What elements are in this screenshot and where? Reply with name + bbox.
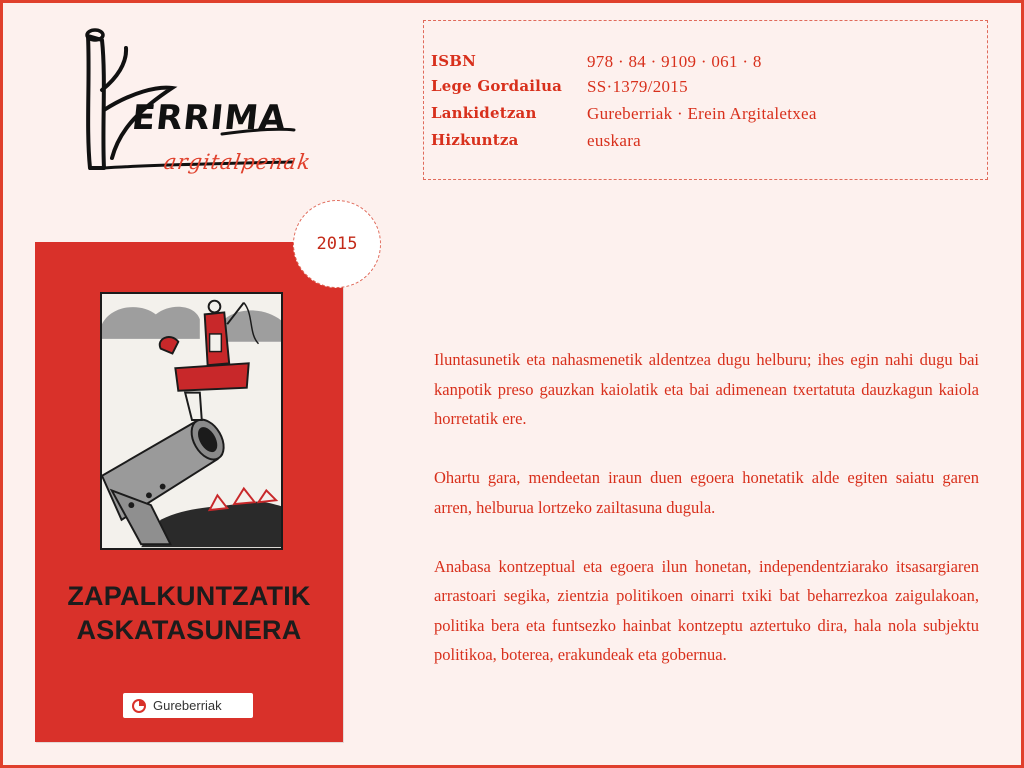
info-row-isbn — [431, 52, 981, 74]
description-paragraph: Ohartu gara, mendeetan iraun duen egoera honetatik alde egiten saiatu garen arren, helburua lortzeko zailtasuna dugula. — [434, 468, 979, 517]
info-row-language — [431, 131, 981, 153]
info-value: euskara — [587, 131, 642, 150]
cover-title-line: ASKATASUNERA — [76, 615, 302, 645]
herrima-logo — [72, 18, 312, 188]
info-label: ISBN — [431, 52, 477, 70]
logo-wordmark: ERRIMA — [129, 98, 289, 138]
info-label: Lankidetzan — [431, 104, 537, 122]
book-info-box — [423, 20, 988, 180]
info-label: Hizkuntza — [431, 131, 519, 149]
description-paragraph: Iluntasunetik eta nahasmenetik aldentzea dugu helburu; ihes egin nahi dugu bai kanpotik preso gauzkan kaiolatik eta bai adimenean txertatuta dauzkagun kaiola horretatik ere. — [434, 350, 979, 428]
year-badge: 2015 — [293, 200, 381, 288]
cover-illustration — [100, 292, 283, 550]
cannon-illustration-icon — [102, 294, 281, 548]
info-row-collaboration — [431, 104, 981, 126]
book-description — [434, 345, 979, 699]
info-value: Gureberriak · Erein Argitaletxea — [587, 104, 817, 123]
book-cover — [35, 242, 343, 742]
info-value: 978 · 84 · 9109 · 061 · 8 — [587, 52, 762, 71]
info-row-legal-deposit — [431, 77, 981, 99]
publisher-logo-icon — [131, 698, 147, 714]
logo-subtitle: argitalpenak — [162, 150, 313, 174]
cover-title-line: ZAPALKUNTZATIK — [67, 581, 311, 611]
publisher-name: Gureberriak — [153, 698, 222, 713]
info-value: SS·1379/2015 — [587, 77, 688, 96]
cover-publisher-badge — [123, 693, 253, 718]
cover-title — [35, 579, 343, 647]
description-paragraph: Anabasa kontzeptual eta egoera ilun honetan, independentziarako itsasargiaren arrastoari segika, zientzia politikoen oinarri txiki bat beharrezkoa zaigulakoan, politika bera eta funtsezko hainbat kontzeptu aztertuko dira, hala nola subjektu politikoa, boterea, erakundeak eta gobernua. — [434, 556, 979, 664]
info-label: Lege Gordailua — [431, 77, 563, 95]
